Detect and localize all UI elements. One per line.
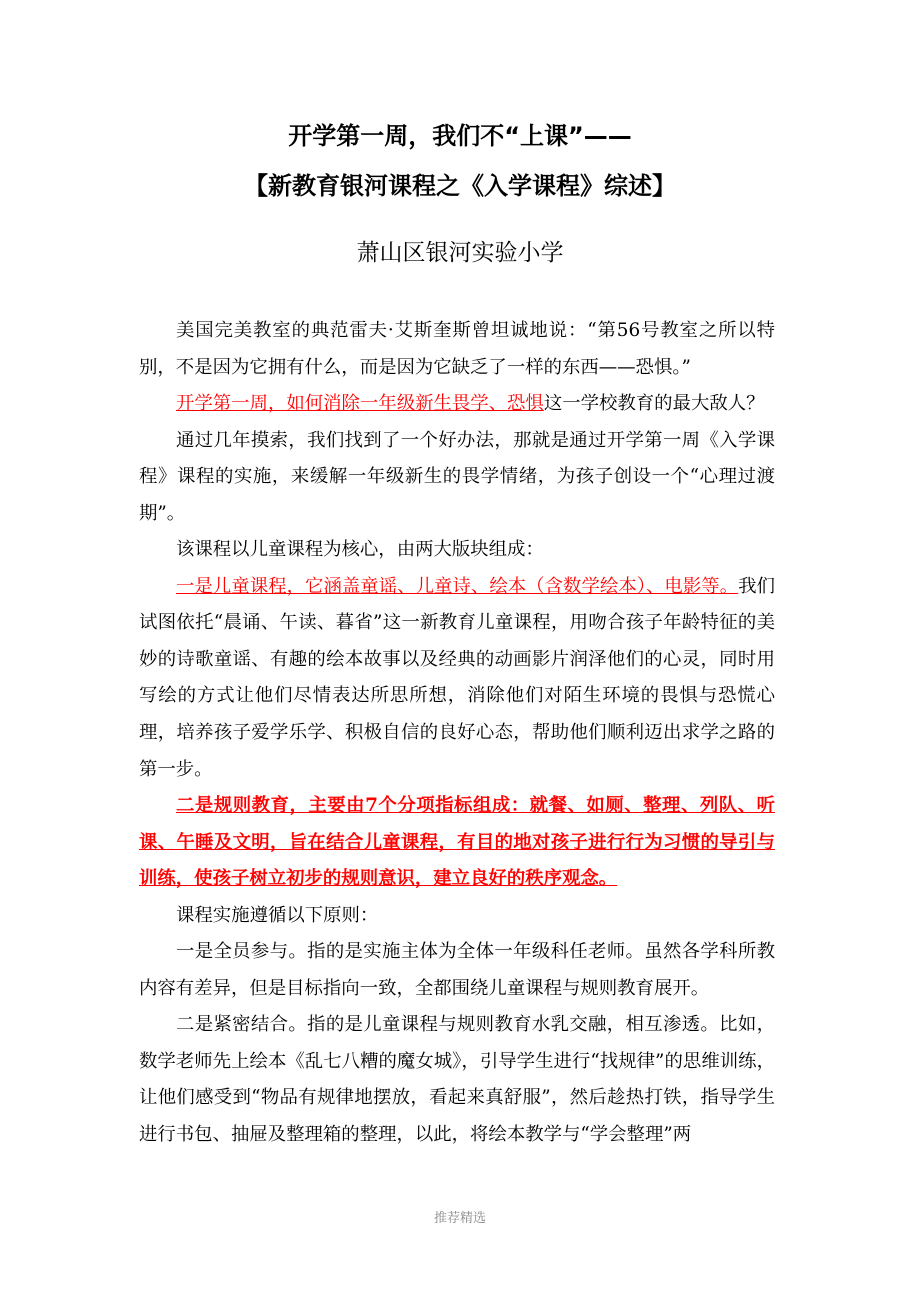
paragraph-principle-1: 一是全员参与。指的是实施主体为全体一年级科任老师。虽然各学科所教内容有差异，但是目标指向一致，全都围绕儿童课程与规则教育展开。 (139, 941, 775, 999)
paragraph-solution: 通过几年摸索，我们找到了一个好办法，那就是通过开学第一周《入学课程》课程的实施，来缓解一年级新生的畏学情绪，为孩子创设一个“心理过渡期”。 (139, 429, 775, 524)
paragraph-children-course-rest: 我们试图依托“晨诵、午读、暮省”这一新教育儿童课程，用吻合孩子年龄特征的美妙的诗歌童谣、有趣的绘本故事以及经典的动画影片润泽他们的心灵，同时用写绘的方式让他们尽情表达所思所想，消除他们对陌生环境的畏惧与恐慌心理，培养孩子爱学乐学、积极自信的良好心态，帮助他们顺利迈出求学之路的第一步。 (139, 575, 775, 780)
paragraph-question-rest: 这一学校教育的最大敌人？ (543, 393, 765, 415)
article-body (139, 313, 775, 1154)
paragraph-rules-education (139, 788, 775, 898)
highlight-rules-education: 二是规则教育，主要由7个分项指标组成：就餐、如厕、整理、列队、听课、午睡及文明，旨在结合儿童课程，有目的地对孩子进行行为习惯的导引与训练，使孩子树立初步的规则意识，建立良好的秩序观念。 (139, 795, 775, 890)
school-name: 萧山区银河实验小学 (356, 240, 564, 266)
highlight-question: 开学第一周，如何消除一年级新生畏学、恐惧 (176, 393, 544, 415)
paragraph-question (139, 386, 775, 423)
title-line-1: 开学第一周，我们不“上课”—— (288, 122, 632, 150)
paragraph-children-course (139, 569, 775, 788)
paragraph-principle-2: 二是紧密结合。指的是儿童课程与规则教育水乳交融，相互渗透。比如，数学老师先上绘本《乱七八糟的魔女城》，引导学生进行“找规律”的思维训练，让他们感受到“物品有规律地摆放，看起来真舒服”，然后趁热打铁，指导学生进行书包、抽屉及整理箱的整理，以此，将绘本教学与“学会整理”两 (139, 1014, 775, 1146)
highlight-children-course: 一是儿童课程，它涵盖童谣、儿童诗、绘本（含数学绘本）、电影等。 (176, 575, 739, 597)
paragraph-principles: 课程实施遵循以下原则： (176, 904, 379, 926)
title-line-2: 【新教育银河课程之《入学课程》综述】 (244, 172, 676, 200)
paragraph-structure: 该课程以儿童课程为核心，由两大版块组成： (176, 539, 544, 561)
page-footer: 推荐精选 (433, 1211, 486, 1226)
paragraph-intro-quote: 美国完美教室的典范雷夫·艾斯奎斯曾坦诚地说：“第56号教室之所以特别，不是因为它拥有什么，而是因为它缺乏了一样的东西——恐惧。” (139, 320, 775, 378)
